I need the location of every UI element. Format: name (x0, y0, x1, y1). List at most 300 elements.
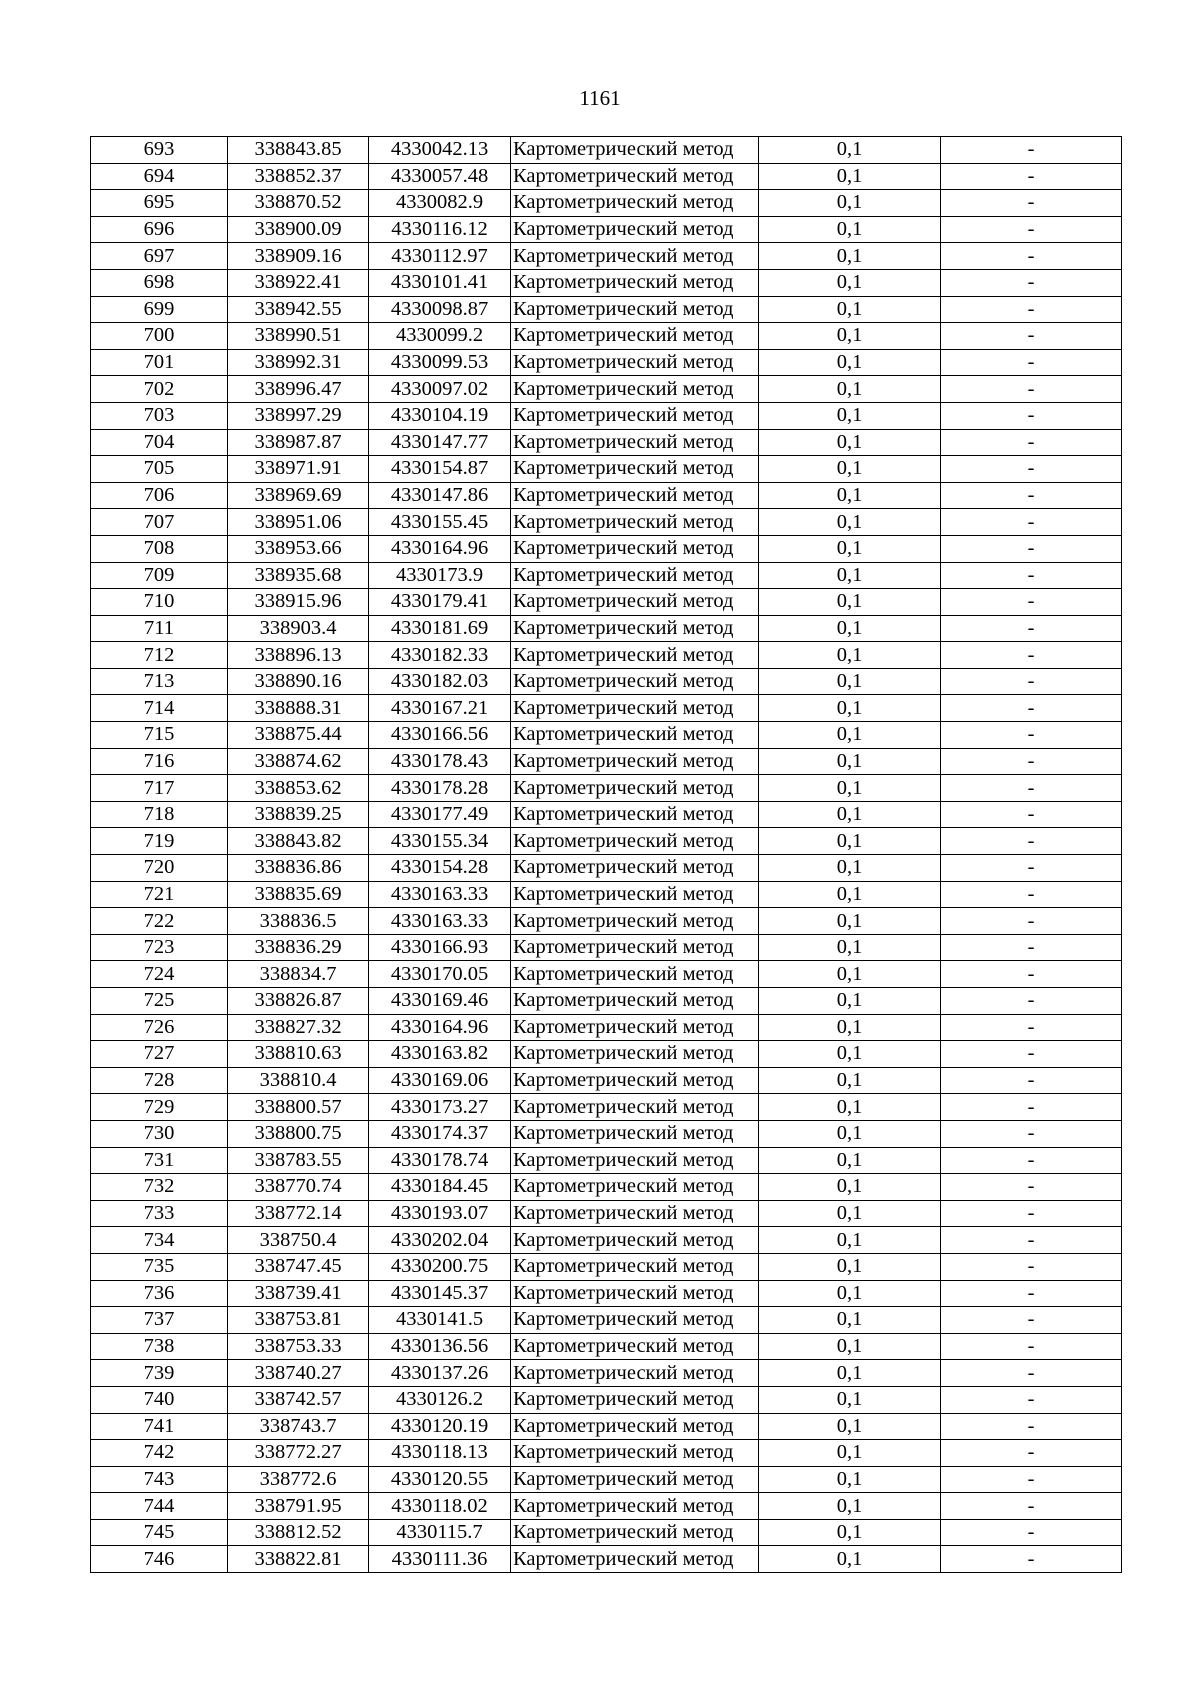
method-cell: Картометрический метод (511, 961, 759, 988)
note-cell: - (941, 1519, 1122, 1546)
accuracy-cell: 0,1 (759, 934, 941, 961)
point-number-cell: 733 (91, 1200, 228, 1227)
x-coordinate-cell: 338739.41 (228, 1280, 369, 1307)
point-number-cell: 695 (91, 190, 228, 217)
x-coordinate-cell: 338822.81 (228, 1546, 369, 1573)
note-cell: - (941, 1014, 1122, 1041)
y-coordinate-cell: 4330174.37 (369, 1120, 511, 1147)
x-coordinate-cell: 338747.45 (228, 1253, 369, 1280)
accuracy-cell: 0,1 (759, 801, 941, 828)
y-coordinate-cell: 4330147.86 (369, 482, 511, 509)
x-coordinate-cell: 338996.47 (228, 376, 369, 403)
x-coordinate-cell: 338753.33 (228, 1333, 369, 1360)
point-number-cell: 698 (91, 269, 228, 296)
note-cell: - (941, 1041, 1122, 1068)
method-cell: Картометрический метод (511, 1307, 759, 1334)
x-coordinate-cell: 338743.7 (228, 1413, 369, 1440)
x-coordinate-cell: 338836.86 (228, 855, 369, 882)
x-coordinate-cell: 338839.25 (228, 801, 369, 828)
method-cell: Картометрический метод (511, 1253, 759, 1280)
table-row (91, 349, 1122, 376)
table-row (91, 402, 1122, 429)
point-number-cell: 703 (91, 402, 228, 429)
method-cell: Картометрический метод (511, 349, 759, 376)
method-cell: Картометрический метод (511, 482, 759, 509)
accuracy-cell: 0,1 (759, 1147, 941, 1174)
point-number-cell: 719 (91, 828, 228, 855)
method-cell: Картометрический метод (511, 402, 759, 429)
method-cell: Картометрический метод (511, 1386, 759, 1413)
accuracy-cell: 0,1 (759, 1466, 941, 1493)
method-cell: Картометрический метод (511, 642, 759, 669)
table-row (91, 1466, 1122, 1493)
y-coordinate-cell: 4330164.96 (369, 1014, 511, 1041)
y-coordinate-cell: 4330112.97 (369, 243, 511, 270)
point-number-cell: 726 (91, 1014, 228, 1041)
y-coordinate-cell: 4330155.45 (369, 509, 511, 536)
y-coordinate-cell: 4330120.19 (369, 1413, 511, 1440)
accuracy-cell: 0,1 (759, 1041, 941, 1068)
accuracy-cell: 0,1 (759, 1014, 941, 1041)
y-coordinate-cell: 4330170.05 (369, 961, 511, 988)
y-coordinate-cell: 4330166.93 (369, 934, 511, 961)
method-cell: Картометрический метод (511, 509, 759, 536)
table-row (91, 243, 1122, 270)
table-row (91, 323, 1122, 350)
point-number-cell: 725 (91, 988, 228, 1015)
x-coordinate-cell: 338971.91 (228, 456, 369, 483)
y-coordinate-cell: 4330120.55 (369, 1466, 511, 1493)
x-coordinate-cell: 338890.16 (228, 668, 369, 695)
coordinates-table-body (91, 137, 1122, 1573)
note-cell: - (941, 349, 1122, 376)
accuracy-cell: 0,1 (759, 1413, 941, 1440)
table-row (91, 642, 1122, 669)
accuracy-cell: 0,1 (759, 1280, 941, 1307)
method-cell: Картометрический метод (511, 615, 759, 642)
point-number-cell: 722 (91, 908, 228, 935)
accuracy-cell: 0,1 (759, 961, 941, 988)
note-cell: - (941, 1120, 1122, 1147)
note-cell: - (941, 642, 1122, 669)
table-row (91, 456, 1122, 483)
y-coordinate-cell: 4330137.26 (369, 1360, 511, 1387)
x-coordinate-cell: 338740.27 (228, 1360, 369, 1387)
method-cell: Картометрический метод (511, 1147, 759, 1174)
method-cell: Картометрический метод (511, 1280, 759, 1307)
table-row (91, 1519, 1122, 1546)
point-number-cell: 710 (91, 589, 228, 616)
note-cell: - (941, 402, 1122, 429)
point-number-cell: 702 (91, 376, 228, 403)
accuracy-cell: 0,1 (759, 775, 941, 802)
table-row (91, 1200, 1122, 1227)
x-coordinate-cell: 338812.52 (228, 1519, 369, 1546)
y-coordinate-cell: 4330155.34 (369, 828, 511, 855)
x-coordinate-cell: 338800.75 (228, 1120, 369, 1147)
note-cell: - (941, 1280, 1122, 1307)
accuracy-cell: 0,1 (759, 402, 941, 429)
method-cell: Картометрический метод (511, 296, 759, 323)
point-number-cell: 738 (91, 1333, 228, 1360)
table-row (91, 509, 1122, 536)
accuracy-cell: 0,1 (759, 1333, 941, 1360)
accuracy-cell: 0,1 (759, 908, 941, 935)
point-number-cell: 697 (91, 243, 228, 270)
point-number-cell: 737 (91, 1307, 228, 1334)
x-coordinate-cell: 338836.5 (228, 908, 369, 935)
y-coordinate-cell: 4330115.7 (369, 1519, 511, 1546)
point-number-cell: 700 (91, 323, 228, 350)
method-cell: Картометрический метод (511, 1466, 759, 1493)
accuracy-cell: 0,1 (759, 1094, 941, 1121)
x-coordinate-cell: 338874.62 (228, 748, 369, 775)
method-cell: Картометрический метод (511, 855, 759, 882)
accuracy-cell: 0,1 (759, 1120, 941, 1147)
point-number-cell: 715 (91, 722, 228, 749)
y-coordinate-cell: 4330097.02 (369, 376, 511, 403)
y-coordinate-cell: 4330104.19 (369, 402, 511, 429)
x-coordinate-cell: 338770.74 (228, 1174, 369, 1201)
note-cell: - (941, 855, 1122, 882)
method-cell: Картометрический метод (511, 1200, 759, 1227)
x-coordinate-cell: 338990.51 (228, 323, 369, 350)
method-cell: Картометрический метод (511, 323, 759, 350)
method-cell: Картометрический метод (511, 934, 759, 961)
table-row (91, 1014, 1122, 1041)
note-cell: - (941, 908, 1122, 935)
x-coordinate-cell: 338772.6 (228, 1466, 369, 1493)
point-number-cell: 727 (91, 1041, 228, 1068)
method-cell: Картометрический метод (511, 722, 759, 749)
point-number-cell: 741 (91, 1413, 228, 1440)
table-row (91, 801, 1122, 828)
method-cell: Картометрический метод (511, 1041, 759, 1068)
note-cell: - (941, 1360, 1122, 1387)
note-cell: - (941, 1413, 1122, 1440)
point-number-cell: 745 (91, 1519, 228, 1546)
x-coordinate-cell: 338935.68 (228, 562, 369, 589)
method-cell: Картометрический метод (511, 1174, 759, 1201)
x-coordinate-cell: 338826.87 (228, 988, 369, 1015)
note-cell: - (941, 1174, 1122, 1201)
x-coordinate-cell: 338834.7 (228, 961, 369, 988)
note-cell: - (941, 1386, 1122, 1413)
note-cell: - (941, 1253, 1122, 1280)
note-cell: - (941, 1440, 1122, 1467)
y-coordinate-cell: 4330164.96 (369, 535, 511, 562)
method-cell: Картометрический метод (511, 1519, 759, 1546)
x-coordinate-cell: 338870.52 (228, 190, 369, 217)
note-cell: - (941, 429, 1122, 456)
x-coordinate-cell: 338992.31 (228, 349, 369, 376)
y-coordinate-cell: 4330182.33 (369, 642, 511, 669)
y-coordinate-cell: 4330136.56 (369, 1333, 511, 1360)
x-coordinate-cell: 338888.31 (228, 695, 369, 722)
point-number-cell: 717 (91, 775, 228, 802)
method-cell: Картометрический метод (511, 562, 759, 589)
x-coordinate-cell: 338900.09 (228, 216, 369, 243)
method-cell: Картометрический метод (511, 1014, 759, 1041)
table-row (91, 615, 1122, 642)
method-cell: Картометрический метод (511, 535, 759, 562)
table-row (91, 1546, 1122, 1573)
x-coordinate-cell: 338987.87 (228, 429, 369, 456)
y-coordinate-cell: 4330118.13 (369, 1440, 511, 1467)
x-coordinate-cell: 338783.55 (228, 1147, 369, 1174)
point-number-cell: 743 (91, 1466, 228, 1493)
method-cell: Картометрический метод (511, 376, 759, 403)
y-coordinate-cell: 4330116.12 (369, 216, 511, 243)
x-coordinate-cell: 338753.81 (228, 1307, 369, 1334)
x-coordinate-cell: 338922.41 (228, 269, 369, 296)
point-number-cell: 706 (91, 482, 228, 509)
method-cell: Картометрический метод (511, 1493, 759, 1520)
x-coordinate-cell: 338791.95 (228, 1493, 369, 1520)
y-coordinate-cell: 4330182.03 (369, 668, 511, 695)
x-coordinate-cell: 338772.27 (228, 1440, 369, 1467)
table-row (91, 961, 1122, 988)
note-cell: - (941, 881, 1122, 908)
table-row (91, 482, 1122, 509)
accuracy-cell: 0,1 (759, 1200, 941, 1227)
accuracy-cell: 0,1 (759, 1227, 941, 1254)
point-number-cell: 696 (91, 216, 228, 243)
y-coordinate-cell: 4330141.5 (369, 1307, 511, 1334)
method-cell: Картометрический метод (511, 163, 759, 190)
page-number: 1161 (579, 86, 621, 110)
point-number-cell: 739 (91, 1360, 228, 1387)
note-cell: - (941, 828, 1122, 855)
accuracy-cell: 0,1 (759, 1519, 941, 1546)
table-row (91, 216, 1122, 243)
note-cell: - (941, 1067, 1122, 1094)
note-cell: - (941, 482, 1122, 509)
point-number-cell: 728 (91, 1067, 228, 1094)
table-row (91, 137, 1122, 164)
point-number-cell: 734 (91, 1227, 228, 1254)
note-cell: - (941, 190, 1122, 217)
note-cell: - (941, 748, 1122, 775)
accuracy-cell: 0,1 (759, 269, 941, 296)
accuracy-cell: 0,1 (759, 668, 941, 695)
note-cell: - (941, 1333, 1122, 1360)
accuracy-cell: 0,1 (759, 376, 941, 403)
accuracy-cell: 0,1 (759, 296, 941, 323)
accuracy-cell: 0,1 (759, 1307, 941, 1334)
note-cell: - (941, 163, 1122, 190)
table-row (91, 1360, 1122, 1387)
x-coordinate-cell: 338915.96 (228, 589, 369, 616)
table-row (91, 1067, 1122, 1094)
table-row (91, 190, 1122, 217)
x-coordinate-cell: 338800.57 (228, 1094, 369, 1121)
accuracy-cell: 0,1 (759, 1440, 941, 1467)
accuracy-cell: 0,1 (759, 190, 941, 217)
accuracy-cell: 0,1 (759, 243, 941, 270)
table-row (91, 562, 1122, 589)
table-row (91, 988, 1122, 1015)
table-row (91, 1227, 1122, 1254)
table-row (91, 589, 1122, 616)
note-cell: - (941, 137, 1122, 164)
note-cell: - (941, 1227, 1122, 1254)
accuracy-cell: 0,1 (759, 456, 941, 483)
y-coordinate-cell: 4330169.46 (369, 988, 511, 1015)
x-coordinate-cell: 338836.29 (228, 934, 369, 961)
accuracy-cell: 0,1 (759, 695, 941, 722)
accuracy-cell: 0,1 (759, 881, 941, 908)
accuracy-cell: 0,1 (759, 323, 941, 350)
note-cell: - (941, 988, 1122, 1015)
table-row (91, 1120, 1122, 1147)
accuracy-cell: 0,1 (759, 509, 941, 536)
table-row (91, 1333, 1122, 1360)
table-row (91, 855, 1122, 882)
point-number-cell: 707 (91, 509, 228, 536)
method-cell: Картометрический метод (511, 1546, 759, 1573)
accuracy-cell: 0,1 (759, 482, 941, 509)
table-row (91, 748, 1122, 775)
method-cell: Картометрический метод (511, 748, 759, 775)
note-cell: - (941, 615, 1122, 642)
point-number-cell: 694 (91, 163, 228, 190)
y-coordinate-cell: 4330173.9 (369, 562, 511, 589)
point-number-cell: 740 (91, 1386, 228, 1413)
method-cell: Картометрический метод (511, 668, 759, 695)
y-coordinate-cell: 4330099.2 (369, 323, 511, 350)
note-cell: - (941, 216, 1122, 243)
method-cell: Картометрический метод (511, 589, 759, 616)
method-cell: Картометрический метод (511, 908, 759, 935)
accuracy-cell: 0,1 (759, 562, 941, 589)
method-cell: Картометрический метод (511, 775, 759, 802)
coordinates-table (90, 136, 1122, 1573)
table-row (91, 695, 1122, 722)
table-row (91, 1094, 1122, 1121)
y-coordinate-cell: 4330111.36 (369, 1546, 511, 1573)
accuracy-cell: 0,1 (759, 748, 941, 775)
point-number-cell: 709 (91, 562, 228, 589)
y-coordinate-cell: 4330082.9 (369, 190, 511, 217)
method-cell: Картометрический метод (511, 988, 759, 1015)
table-row (91, 1440, 1122, 1467)
table-row (91, 828, 1122, 855)
x-coordinate-cell: 338953.66 (228, 535, 369, 562)
y-coordinate-cell: 4330154.28 (369, 855, 511, 882)
accuracy-cell: 0,1 (759, 1360, 941, 1387)
point-number-cell: 712 (91, 642, 228, 669)
accuracy-cell: 0,1 (759, 828, 941, 855)
y-coordinate-cell: 4330163.33 (369, 908, 511, 935)
note-cell: - (941, 535, 1122, 562)
point-number-cell: 736 (91, 1280, 228, 1307)
note-cell: - (941, 562, 1122, 589)
accuracy-cell: 0,1 (759, 615, 941, 642)
table-row (91, 722, 1122, 749)
y-coordinate-cell: 4330193.07 (369, 1200, 511, 1227)
note-cell: - (941, 668, 1122, 695)
table-row (91, 296, 1122, 323)
x-coordinate-cell: 338810.63 (228, 1041, 369, 1068)
x-coordinate-cell: 338835.69 (228, 881, 369, 908)
point-number-cell: 742 (91, 1440, 228, 1467)
note-cell: - (941, 1147, 1122, 1174)
y-coordinate-cell: 4330163.82 (369, 1041, 511, 1068)
point-number-cell: 735 (91, 1253, 228, 1280)
y-coordinate-cell: 4330202.04 (369, 1227, 511, 1254)
table-row (91, 1041, 1122, 1068)
note-cell: - (941, 961, 1122, 988)
y-coordinate-cell: 4330177.49 (369, 801, 511, 828)
table-row (91, 535, 1122, 562)
y-coordinate-cell: 4330099.53 (369, 349, 511, 376)
y-coordinate-cell: 4330098.87 (369, 296, 511, 323)
table-row (91, 1413, 1122, 1440)
x-coordinate-cell: 338827.32 (228, 1014, 369, 1041)
accuracy-cell: 0,1 (759, 429, 941, 456)
x-coordinate-cell: 338843.85 (228, 137, 369, 164)
note-cell: - (941, 296, 1122, 323)
method-cell: Картометрический метод (511, 269, 759, 296)
accuracy-cell: 0,1 (759, 1386, 941, 1413)
point-number-cell: 723 (91, 934, 228, 961)
method-cell: Картометрический метод (511, 216, 759, 243)
point-number-cell: 714 (91, 695, 228, 722)
note-cell: - (941, 801, 1122, 828)
point-number-cell: 699 (91, 296, 228, 323)
y-coordinate-cell: 4330163.33 (369, 881, 511, 908)
y-coordinate-cell: 4330042.13 (369, 137, 511, 164)
y-coordinate-cell: 4330178.43 (369, 748, 511, 775)
point-number-cell: 721 (91, 881, 228, 908)
table-row (91, 908, 1122, 935)
point-number-cell: 720 (91, 855, 228, 882)
accuracy-cell: 0,1 (759, 642, 941, 669)
point-number-cell: 693 (91, 137, 228, 164)
accuracy-cell: 0,1 (759, 535, 941, 562)
accuracy-cell: 0,1 (759, 589, 941, 616)
point-number-cell: 731 (91, 1147, 228, 1174)
note-cell: - (941, 456, 1122, 483)
method-cell: Картометрический метод (511, 828, 759, 855)
point-number-cell: 708 (91, 535, 228, 562)
method-cell: Картометрический метод (511, 695, 759, 722)
note-cell: - (941, 1546, 1122, 1573)
point-number-cell: 716 (91, 748, 228, 775)
table-row (91, 1253, 1122, 1280)
accuracy-cell: 0,1 (759, 1253, 941, 1280)
x-coordinate-cell: 338772.14 (228, 1200, 369, 1227)
accuracy-cell: 0,1 (759, 855, 941, 882)
note-cell: - (941, 509, 1122, 536)
point-number-cell: 724 (91, 961, 228, 988)
point-number-cell: 732 (91, 1174, 228, 1201)
method-cell: Картометрический метод (511, 1067, 759, 1094)
note-cell: - (941, 775, 1122, 802)
note-cell: - (941, 1200, 1122, 1227)
accuracy-cell: 0,1 (759, 216, 941, 243)
x-coordinate-cell: 338810.4 (228, 1067, 369, 1094)
note-cell: - (941, 323, 1122, 350)
y-coordinate-cell: 4330126.2 (369, 1386, 511, 1413)
y-coordinate-cell: 4330154.87 (369, 456, 511, 483)
accuracy-cell: 0,1 (759, 137, 941, 164)
method-cell: Картометрический метод (511, 190, 759, 217)
note-cell: - (941, 269, 1122, 296)
note-cell: - (941, 589, 1122, 616)
table-row (91, 163, 1122, 190)
